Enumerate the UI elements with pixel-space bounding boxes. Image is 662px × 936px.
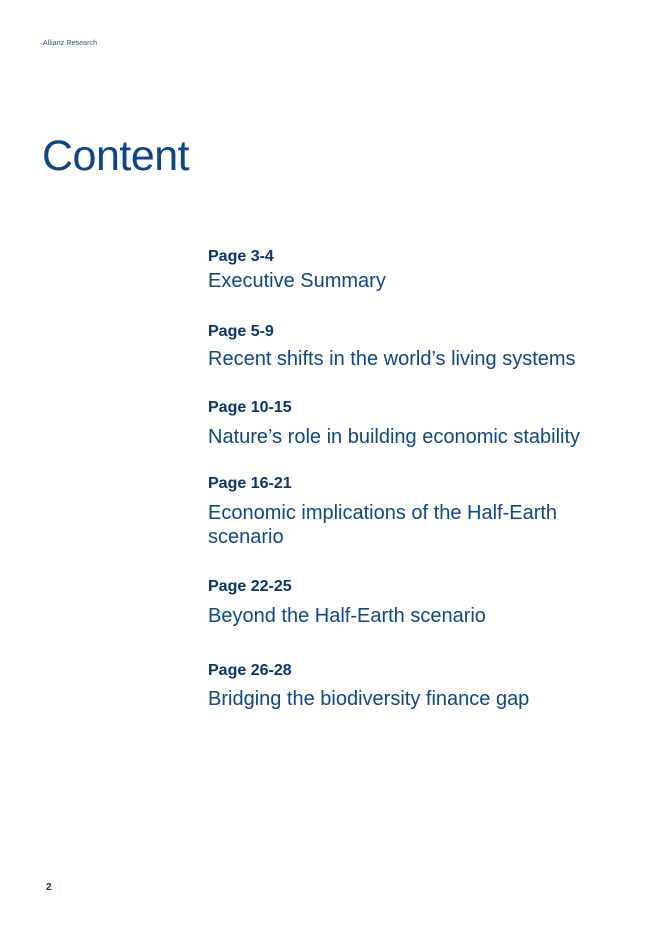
toc-page-range: Page 3-4 (208, 248, 274, 265)
toc-section-title: Recent shifts in the world’s living systems (208, 348, 576, 370)
toc-page-range: Page 26-28 (208, 662, 292, 679)
page-number: 2 (46, 882, 52, 893)
header-brand: Allianz Research (43, 40, 98, 47)
toc-section-title: Bridging the biodiversity finance gap (208, 688, 530, 710)
toc-page-range: Page 5-9 (208, 323, 274, 340)
toc-entry-recent-shifts[interactable] (208, 322, 628, 371)
toc-section-title: Nature’s role in building economic stability (208, 426, 581, 448)
toc-page-range: Page 10-15 (208, 399, 292, 416)
toc-section-title: Economic implications of the Half-Earth scenario (208, 502, 558, 548)
toc-page-range: Page 22-25 (208, 578, 292, 595)
toc-entry-executive-summary[interactable] (208, 247, 628, 293)
toc-page-range: Page 16-21 (208, 475, 292, 492)
toc-section-title: Executive Summary (208, 270, 386, 292)
toc-entry-natures-role[interactable] (208, 398, 628, 449)
toc-entry-biodiversity-finance[interactable] (208, 661, 628, 711)
page-title: Content (42, 132, 190, 180)
toc-entry-beyond-half-earth[interactable] (208, 577, 628, 628)
toc-entry-economic-implications[interactable] (208, 474, 628, 549)
toc-section-title: Beyond the Half-Earth scenario (208, 605, 486, 627)
